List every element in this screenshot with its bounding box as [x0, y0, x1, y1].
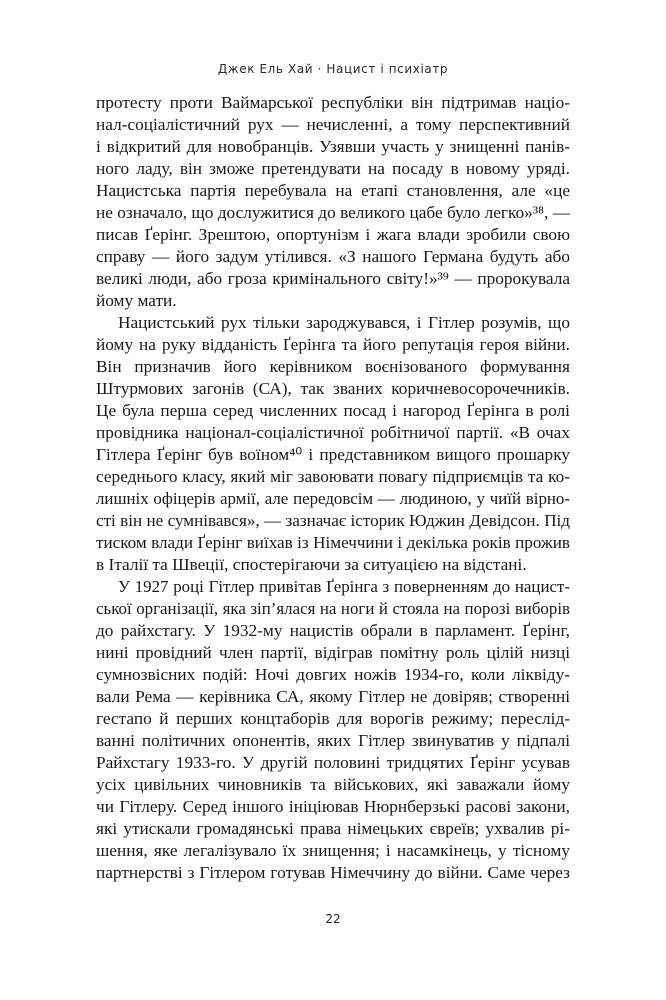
text-line: нал-соціалістичний рух — нечисленні, а тому перспективний — [96, 115, 570, 134]
text-line: Це була перша серед численних посад і нагород Ґерінга в ролі — [96, 401, 570, 420]
text-line: Нацистська партія перебувала на етапі становлення, але «це — [96, 181, 570, 200]
text-line: йому на руку відданість Ґерінга та його репутація героя війни. — [96, 335, 570, 354]
text-line: ного ладу, він зможе претендувати на посаду в новому уряді. — [96, 159, 570, 178]
text-line: протесту проти Ваймарської республіки він підтримав націо- — [96, 93, 570, 112]
text-line: лишніх офіцерів армії, але передовсім — людиною, у чиїй вірно- — [96, 489, 570, 508]
text-line: ської організації, яка зіп’ялася на ноги й стояла на порозі виборів — [96, 599, 570, 618]
text-line: усіх цивільних чиновників та військових, які заважали йому — [96, 775, 570, 794]
text-line: шення, яке легалізувало їх знищення; і насамкінець, у тісному — [96, 841, 570, 860]
text-line: тиском влади Ґерінг виїхав із Німеччини і декілька років прожив — [96, 533, 570, 552]
text-line: в Італії та Швеції, спостерігаючи за ситуацією на відстані. — [96, 555, 527, 574]
text-line: писав Ґерінг. Зрештою, опортунізм і жага влади зробили свою — [96, 225, 570, 244]
text-line: не означало, що дослужитися до великого цабе було легко»³⁸, — — [96, 203, 570, 222]
text-line: і відкритий для новобранців. Узявши участь у знищенні панів- — [96, 137, 570, 156]
text-line: середнього класу, який міг завоювати повагу підприємців та ко- — [96, 467, 570, 486]
text-line: Райхстагу 1933-го. У другій половині тридцятих Ґерінг усував — [96, 753, 570, 772]
text-line: які утискали громадянські права німецьких євреїв; ухвалив рі- — [96, 819, 570, 838]
page-number: 22 — [325, 912, 341, 926]
running-head: Джек Ель Хай · Нацист і психіатр — [217, 62, 449, 76]
text-line: великі люди, або гроза кримінального світу!»³⁹ — пророкувала — [96, 269, 570, 288]
text-line: Штурмових загонів (СА), так званих коричневосорочечників. — [96, 379, 570, 398]
text-line: гестапо й перших концтаборів для ворогів режиму; переслід- — [96, 709, 570, 728]
text-line: сті він не сумнівався», — зазначає історик Юджин Девідсон. Під — [96, 511, 570, 530]
text-line: Він призначив його керівником воєнізованого формування — [96, 357, 570, 376]
text-line: до райхстагу. У 1932-му нацистів обрали в парламент. Ґерінг, — [96, 621, 570, 640]
text-line: вали Рема — керівника СА, якому Гітлер не довіряв; створенні — [96, 687, 570, 706]
text-line: чи Гітлеру. Серед іншого ініціював Нюрнберзькі расові закони, — [96, 797, 570, 816]
body-text — [96, 92, 570, 884]
text-line: партнерстві з Гітлером готував Німеччину до війни. Саме через — [96, 863, 570, 882]
text-line: йому мати. — [96, 291, 177, 310]
text-line: У 1927 році Гітлер привітав Ґерінга з поверненням до нацист- — [118, 577, 570, 596]
text-line: справу — його задум утілився. «З нашого Германа будуть або — [96, 247, 570, 266]
text-line: провідника націонал-соціалістичної робітничої партії. «В очах — [96, 423, 570, 442]
text-line: ванні політичних опонентів, яких Гітлер звинуватив у підпалі — [96, 731, 570, 750]
text-line: Гітлера Ґерінг був воїном⁴⁰ і представником вищого прошарку — [96, 445, 570, 464]
text-line: сумнозвісних подій: Ночі довгих ножів 1934-го, коли ліквіду- — [96, 665, 570, 684]
text-line: Нацистський рух тільки зароджувався, і Гітлер розумів, що — [118, 313, 570, 332]
text-line: нині провідний член партії, відіграв помітну роль цілій низці — [96, 643, 570, 662]
